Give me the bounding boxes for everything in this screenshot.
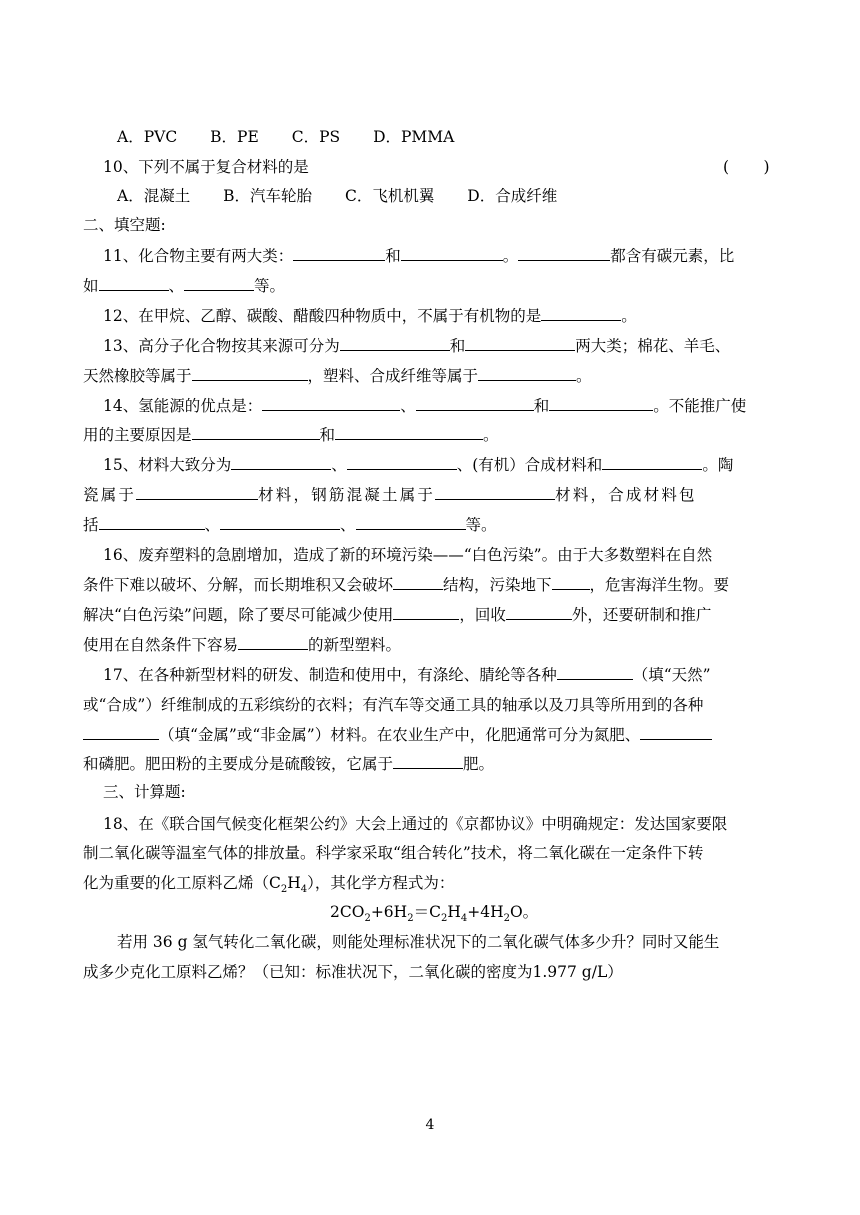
q16-line4 [83,635,783,655]
q15-text-f: 材料，钢筋混凝土属于 [258,486,436,504]
q18-line3 [83,873,783,896]
q11-text-d: 都含有碳元素，比 [610,247,735,265]
q15-text-b: 、 [331,456,347,474]
q16-blank-2[interactable] [552,575,590,590]
q14-text-g: 。 [483,426,499,444]
q14-text-d: 。不能推广使 [653,397,747,415]
q16-blank-4[interactable] [506,605,572,620]
q11-text-a: 11、化合物主要有两大类： [103,247,294,265]
q15-text-i: 、 [204,516,221,534]
q15-text-d: 。陶 [702,456,734,474]
q18-equation [330,902,550,925]
q18-text-a: 化为重要的化工原料乙烯（C [83,874,281,892]
q18-line6: 成多少克化工原料乙烯？（已知：标准状况下，二氧化碳的密度为1.977 g/L） [83,963,623,981]
q16-blank-1[interactable] [393,575,443,590]
q13-text-c: 两大类；棉花、羊毛、 [575,337,731,355]
q9-option-d: D．PMMA [373,128,455,146]
q11-blank-4[interactable] [99,276,169,291]
q10-text: 10、下列不属于复合材料的是 [103,158,309,176]
page-number: 4 [425,1117,435,1133]
q10-option-c: C．飞机机翼 [344,187,435,205]
q17-line3 [83,725,783,745]
eq-sub: 2 [407,913,414,925]
eq-part: +4H [467,903,504,921]
q15-text-j: 、 [340,516,356,534]
eq-part: O。 [509,903,539,921]
q15-text-g: 材料，合成材料包 [555,486,697,504]
section-heading-calculation: 三、计算题: [103,783,186,801]
q12-text: 12、在甲烷、乙醇、碳酸、醋酸四种物质中，不属于有机物的是 [103,307,542,325]
q18-line1: 18、在《联合国气候变化框架公约》大会上通过的《京都协议》中明确规定：发达国家要限 [103,815,728,833]
q17-line1 [103,665,783,685]
q14-line1 [103,396,783,416]
q17-blank-1[interactable] [557,665,633,680]
q10-stem [103,157,803,177]
q13-blank-3[interactable] [192,366,308,381]
q13-blank-2[interactable] [465,336,575,351]
q13-text-a: 13、高分子化合物按其来源可分为 [103,337,340,355]
q13-text-e: ，塑料、合成纤维等属于 [307,367,479,385]
q16-text-g: 使用在自然条件下容易 [83,636,239,654]
q15-text-c: 、(有机）合成材料和 [456,456,603,474]
q11-blank-1[interactable] [293,246,385,261]
q16-text-b: 结构，污染地下 [443,576,552,594]
q18-text-c: ），其化学方程式为： [307,874,455,892]
q10-answer-paren: ( ) [723,158,770,176]
eq-sub: 2 [503,913,510,925]
q13-line2 [83,366,783,386]
q17-blank-4[interactable] [393,754,463,769]
q17-text-c: （填“金属”或“非金属”）材料。在农业生产中，化肥通常可分为氮肥、 [159,726,641,744]
q11-text-f: 、 [168,277,185,295]
q16-line1: 16、废弃塑料的急剧增加，造成了新的环境污染——“白色污染”。由于大多数塑料在自然 [103,546,713,564]
q15-blank-4[interactable] [136,485,258,500]
q17-blank-3[interactable] [640,725,712,740]
q17-line4 [83,754,783,774]
q15-blank-6[interactable] [99,515,205,530]
q9-option-c: C．PS [291,128,341,146]
q14-text-e: 用的主要原因是 [83,426,192,444]
q11-text-e: 如 [83,277,99,295]
q9-option-a: A．PVC [117,128,178,146]
q10-option-a: A．混凝土 [117,187,191,205]
q18-sub-1: 2 [280,884,288,896]
section-heading-fill-in: 二、填空题: [83,216,166,234]
q15-blank-5[interactable] [435,485,555,500]
q12-blank[interactable] [541,306,621,321]
q11-line2 [83,276,783,296]
q16-text-d: 解决“白色污染”问题，除了要尽可能减少使用 [83,606,394,624]
eq-part: +6H [370,903,408,921]
q15-text-a: 15、材料大致分为 [103,456,232,474]
q10-option-d: D．合成纤维 [467,187,558,205]
q13-text-b: 和 [449,337,466,355]
eq-part: ＝C [413,903,441,921]
q13-text-f: 。 [576,367,592,385]
q10-options [117,186,817,206]
q16-blank-3[interactable] [393,605,459,620]
q12 [103,306,803,326]
q15-line3 [83,515,783,535]
q14-text-b: 、 [400,397,416,415]
q11-blank-5[interactable] [184,276,254,291]
q14-line2 [83,425,783,445]
q11-blank-2[interactable] [401,246,503,261]
q15-line1 [103,455,783,475]
q14-blank-5[interactable] [335,425,483,440]
q17-text-d: 和磷肥。肥田粉的主要成分是硫酸铵，它属于 [83,755,394,773]
q15-text-k: 等。 [465,516,497,534]
q15-blank-2[interactable] [347,455,457,470]
q18-line5: 若用 36 g 氢气转化二氧化碳，则能处理标准状况下的二氧化碳气体多少升？同时又能生 [117,933,720,951]
q16-blank-5[interactable] [238,635,308,650]
q17-blank-2[interactable] [83,725,159,740]
q14-text-c: 和 [533,397,550,415]
eq-part: H [447,903,461,921]
q15-blank-1[interactable] [231,455,331,470]
eq-sub: 2 [440,913,448,925]
q13-text-d: 天然橡胶等属于 [83,367,192,385]
eq-sub: 4 [460,913,468,925]
q18-line2: 制二氧化碳等温室气体的排放量。科学家采取“组合转化”技术，将二氧化碳在一定条件下转 [83,844,704,862]
q15-blank-8[interactable] [356,515,466,530]
q16-text-h: 的新型塑料。 [308,636,402,654]
q10-option-b: B．汽车轮胎 [223,187,313,205]
q15-blank-3[interactable] [602,455,702,470]
eq-sub: 2 [364,913,371,925]
q13-blank-4[interactable] [478,366,576,381]
q16-text-e: ，回收 [459,606,506,624]
q13-line1 [103,336,783,356]
q13-blank-1[interactable] [340,336,450,351]
q18-sub-2: 4 [300,884,308,896]
q9-options [117,127,817,147]
q17-text-a: 17、在各种新型材料的研发、制造和使用中，有涤纶、腈纶等各种 [103,666,557,684]
q15-line2 [83,485,783,505]
q16-text-a: 条件下难以破坏、分解，而长期堆积又会破坏 [83,576,394,594]
q18-text-b: H [287,874,301,892]
q14-blank-3[interactable] [549,396,653,411]
q11-text-c: 。 [502,247,519,265]
q14-blank-4[interactable] [192,425,320,440]
q14-text-f: 和 [319,426,336,444]
q16-line3 [83,605,783,625]
q17-text-e: 肥。 [463,755,495,773]
q9-option-b: B．PE [210,128,259,146]
q12-end: 。 [621,307,637,325]
q17-text-b: （填“天然” [632,666,711,684]
q17-line2: 或“合成”）纤维制成的五彩缤纷的衣料；有汽车等交通工具的轴承以及刀具等所用到的各种 [83,696,704,714]
q14-text-a: 14、氢能源的优点是： [103,397,263,415]
q15-text-e: 瓷属于 [83,486,137,504]
eq-part: 2CO [330,903,365,921]
q11-blank-3[interactable] [518,246,610,261]
q14-blank-2[interactable] [416,396,534,411]
q14-blank-1[interactable] [262,396,400,411]
q16-text-c: ，危害海洋生物。要 [589,576,730,594]
q16-text-f: 外，还要研制和推广 [571,606,712,624]
q15-text-h: 括 [83,516,99,534]
q15-blank-7[interactable] [220,515,340,530]
q11-text-g: 等。 [254,277,286,295]
q11-text-b: 和 [385,247,401,265]
q16-line2 [83,575,783,595]
q11-line1 [103,246,783,266]
